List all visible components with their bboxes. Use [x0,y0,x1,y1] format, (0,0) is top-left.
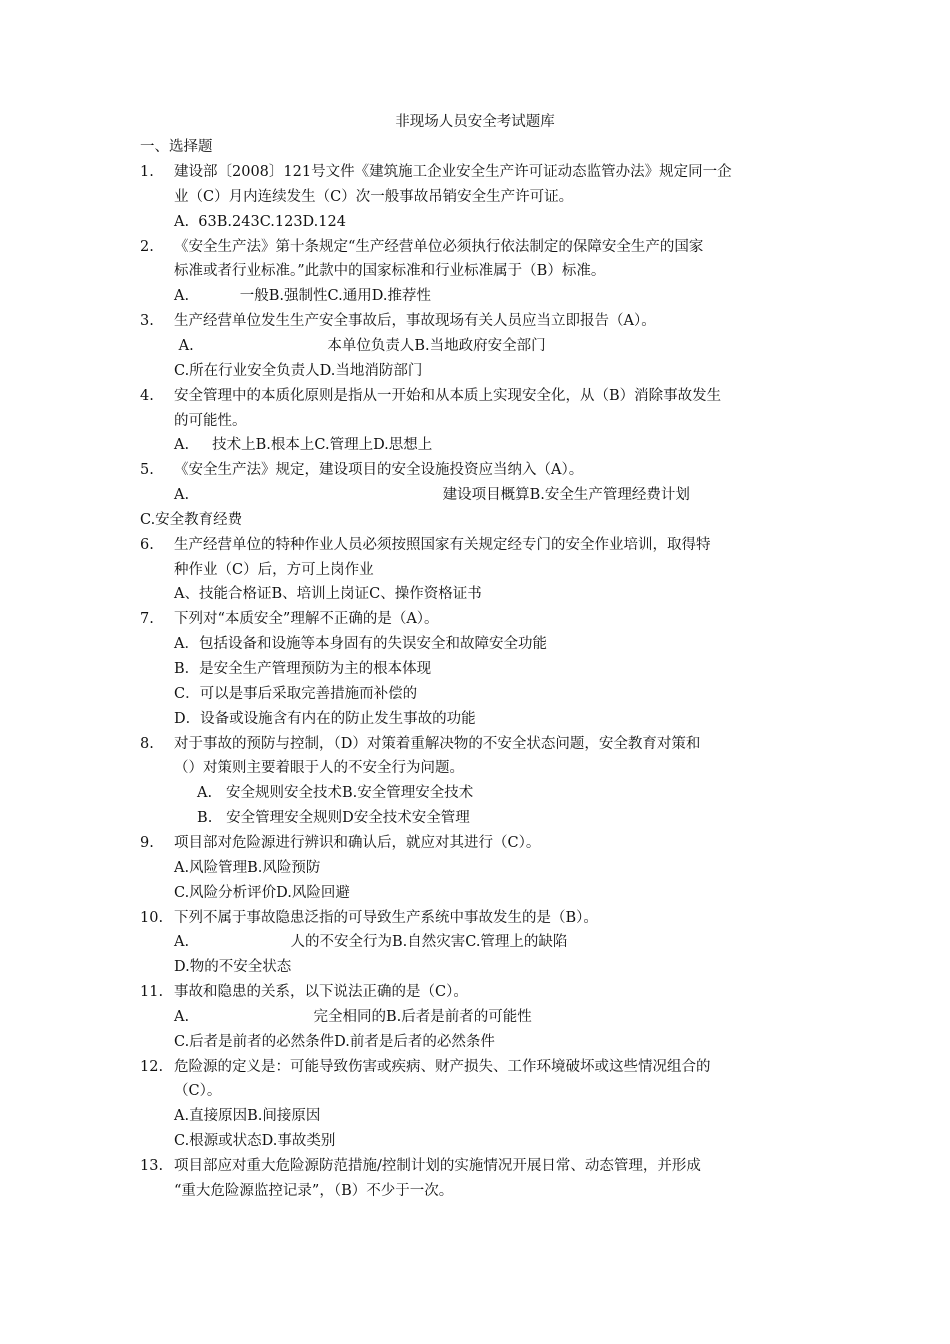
question-line: 种作业（C）后，方可上岗作业 [174,562,374,578]
question-line: A. 人的不安全行为B.自然灾害C.管理上的缺陷 [174,934,568,950]
question-line: A．包括设备和设施等本身固有的失误安全和故障安全功能 [174,636,547,652]
question-text: 《安全生产法》规定，建设项目的安全设施投资应当纳入（A）。 [174,462,584,478]
question-line: C.所在行业安全负责人D.当地消防部门 [174,363,423,379]
question-line: A. 63B.243C.123D.124 [174,214,346,230]
question-line: B. 安全管理安全规则D安全技术安全管理 [174,810,470,826]
question-text: 对于事故的预防与控制，（D）对策着重解决物的不安全状态问题，安全教育对策和 [174,736,701,752]
question-number: 12. [140,1059,164,1075]
question-number: 5. [140,462,154,478]
question-number: 6. [140,537,154,553]
question-text: 建设部〔2008〕121号文件《建筑施工企业安全生产许可证动态监管办法》规定同一企 [174,164,732,180]
question-text: 危险源的定义是：可能导致伤害或疾病、财产损失、工作环境破坏或这些情况组合的 [174,1059,711,1075]
question-line: 标准或者行业标准。”此款中的国家标准和行业标准属于（B）标准。 [174,263,606,279]
question-line: C.风险分析评价D.风险回避 [174,885,350,901]
question-number: 13. [140,1158,164,1174]
question-line: A、技能合格证B、培训上岗证C、操作资格证书 [174,586,482,602]
question-number: 3. [140,313,154,329]
question-line: （）对策则主要着眼于人的不安全行为问题。 [174,760,464,776]
question-text: 《安全生产法》第十条规定“生产经营单位必须执行依法制定的保障安全生产的国家 [174,239,704,255]
question-line: C.后者是前者的必然条件D.前者是后者的必然条件 [174,1034,495,1050]
question-line: B．是安全生产管理预防为主的根本体现 [174,661,432,677]
question-line: C．可以是事后采取完善措施而补偿的 [174,686,418,702]
question-text: 项目部对危险源进行辨识和确认后，就应对其进行（C）。 [174,835,541,851]
question-line: A. 本单位负责人B.当地政府安全部门 [174,338,546,354]
question-line: A. 技术上B.根本上C.管理上D.思想上 [174,437,433,453]
section-heading: 一、选择题 [140,139,213,155]
question-text: 安全管理中的本质化原则是指从一开始和从本质上实现安全化，从（B）消除事故发生 [174,388,722,404]
question-number: 11. [140,984,164,1000]
question-text: 项目部应对重大危险源防范措施/控制计划的实施情况开展日常、动态管理，并形成 [174,1158,701,1174]
question-text: 事故和隐患的关系，以下说法正确的是（C）。 [174,984,468,1000]
question-number: 1. [140,164,154,180]
question-line: A. 建设项目概算B.安全生产管理经费计划 [174,487,690,503]
question-number: 4. [140,388,154,404]
question-number: 10. [140,910,164,926]
question-number: 8. [140,736,154,752]
question-text: 下列对“本质安全”理解不正确的是（A）。 [174,611,439,627]
question-line: 的可能性。 [174,413,247,429]
question-line: 业（C）月内连续发生（C）次一般事故吊销安全生产许可证。 [174,189,574,205]
question-number: 9. [140,835,154,851]
question-line: A. 一般B.强制性C.通用D.推荐性 [174,288,431,304]
question-number: 2. [140,239,154,255]
question-text: 生产经营单位的特种作业人员必须按照国家有关规定经专门的安全作业培训，取得特 [174,537,711,553]
question-line: A. 安全规则安全技术B.安全管理安全技术 [174,785,474,801]
question-line: D.物的不安全状态 [174,959,292,975]
question-line: A.风险管理B.风险预防 [174,860,321,876]
page-title: 非现场人员安全考试题库 [395,114,555,130]
question-number: 7. [140,611,154,627]
question-line: C.根源或状态D.事故类别 [174,1133,336,1149]
question-line: “重大危险源监控记录”，（B）不少于一次。 [174,1183,454,1199]
question-line: A.直接原因B.间接原因 [174,1108,321,1124]
question-line: C.安全教育经费 [140,512,243,528]
question-text: 下列不属于事故隐患泛指的可导致生产系统中事故发生的是（B）。 [174,910,598,926]
question-text: 生产经营单位发生生产安全事故后，事故现场有关人员应当立即报告（A）。 [174,313,656,329]
question-line: （C）。 [174,1083,222,1099]
question-line: A. 完全相同的B.后者是前者的可能性 [174,1009,532,1025]
question-line: D．设备或设施含有内在的防止发生事故的功能 [174,711,476,727]
